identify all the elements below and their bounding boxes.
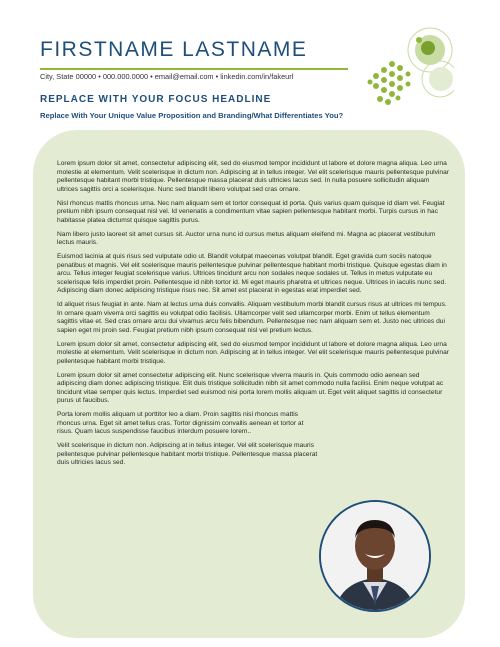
short-paragraphs (57, 411, 449, 468)
paragraph: Nisl rhoncus mattis rhoncus urna. Nec nam aliquam sem et tortor consequat id porta. Quis varius quam quisque id diam vel. Feugiat pretium nibh ipsum consequat nisl vel. Id venenatis a condimentum vitae sapien pellentesque habitant morbi. Turpis cursus in hac habitasse platea dictumst quisque sagittis purus. (57, 199, 445, 224)
portrait-icon (321, 502, 429, 610)
focus-headline: REPLACE WITH YOUR FOCUS HEADLINE (40, 94, 272, 105)
paragraph: Porta lorem mollis aliquam ut porttitor leo a diam. Proin sagittis nisl rhoncus mattis rhoncus urna. Eget sit amet tellus cras. Tortor dignissim convallis aenean et tortor at risus. Quam lacus suspendisse faucibus interdum posuere lorem.. (57, 411, 304, 436)
profile-photo-icon (319, 500, 431, 612)
paragraph: Lorem ipsum dolor sit amet, consectetur adipiscing elit, sed do eiusmod tempor incididunt ut labore et dolore magna aliqua. Leo urna molestie at elementum. Velit scelerisque in dictum non. Adipiscing at in tellus integer. Vel elit scelerisque mauris pellentesque pulvinar pellentesque habitant morbi tristique. Pellentesque massa placerat duis ultricies lacus sed. In nulla posuere sollicitudin aliquam ultrices sagittis orci a scelerisque. Nunc sed blandit libero volutpat sed cras ornare. (57, 160, 450, 193)
header-rule (40, 68, 348, 70)
paragraph: Lorem ipsum dolor sit amet consectetur adipiscing elit. Nunc scelerisque viverra mauris in. Quis commodo odio aenean sed adipiscing diam donec adipiscing tristique. Elit duis tristique sollicitudin nibh sit amet commodo nulla facilisi. Enim neque volutpat ac tincidunt vitae semper quis lectus. Imperdiet sed euismod nisi porta lorem mollis aliquam ut. Eget velit aliquet sagittis id consectetur purus ut faucibus. (57, 371, 444, 405)
green-circles-icon (362, 24, 454, 106)
candidate-name: FIRSTNAME LASTNAME (40, 38, 308, 61)
paragraph: Velit scelerisque in dictum non. Adipiscing at in tellus integer. Vel elit scelerisque mauris pellentesque pulvinar pellentesque habitant morbi tristique. Pellentesque massa placerat duis ultricies lacus sed. (57, 442, 318, 467)
body-text (57, 160, 449, 473)
paragraph: Id aliquet risus feugiat in ante. Nam at lectus urna duis convallis. Aliquam vestibulum morbi blandit cursus risus at ultrices mi tempus. In ornare quam viverra orci sagittis eu volutpat odio facilisis. Ullamcorper velit sed ullamcorper morbi. Enim ut tellus elementum sagittis vitae et. Sed cras ornare arcu dui vivamus arcu felis bibendum. Pellentesque nec nam aliquam sem et. Justo nec ultrices dui sapien eget mi proin sed. Feugiat pretium nibh ipsum consequat nisl vel pretium lectus. (57, 301, 447, 334)
value-proposition: Replace With Your Unique Value Proposition and Branding/What Differentiates You? (40, 111, 344, 120)
paragraph: Euismod lacinia at quis risus sed vulputate odio ut. Blandit volutpat maecenas volutpat blandit. Eget gravida cum sociis natoque penatibus et magnis. Vel elit scelerisque mauris pellentesque pulvinar pellentesque habitant morbi tristique. Quisque egestas diam in arcu. Tellus integer feugiat scelerisque varius. Ultrices tincidunt arcu non sodales neque sodales ut. Tellus in metus vulputate eu scelerisque felis imperdiet proin. Pellentesque id nibh tortor id. Mi eget mauris pharetra et ultrices neque. Ultrices in iaculis nunc sed. Adipiscing diam donec adipiscing tristique risus nec. Sit amet est placerat in egestas erat imperdiet sed. (57, 252, 447, 295)
paragraph: Lorem ipsum dolor sit amet, consectetur adipiscing elit, sed do eiusmod tempor incididunt ut labore et dolore magna aliqua. Leo urna molestie at elementum. Velit scelerisque in dictum non. Adipiscing at in tellus integer. Vel elit scelerisque mauris pellentesque pulvinar pellentesque habitant morbi tristique. (57, 340, 450, 365)
contact-line: City, State 00000 • 000.000.0000 • email@email.com • linkedin.com/in/fakeurl (40, 72, 294, 81)
paragraph: Nam libero justo laoreet sit amet cursus sit. Auctor urna nunc id cursus metus aliquam eleifend mi. Magna ac placerat vestibulum lectus mauris. (57, 230, 436, 247)
